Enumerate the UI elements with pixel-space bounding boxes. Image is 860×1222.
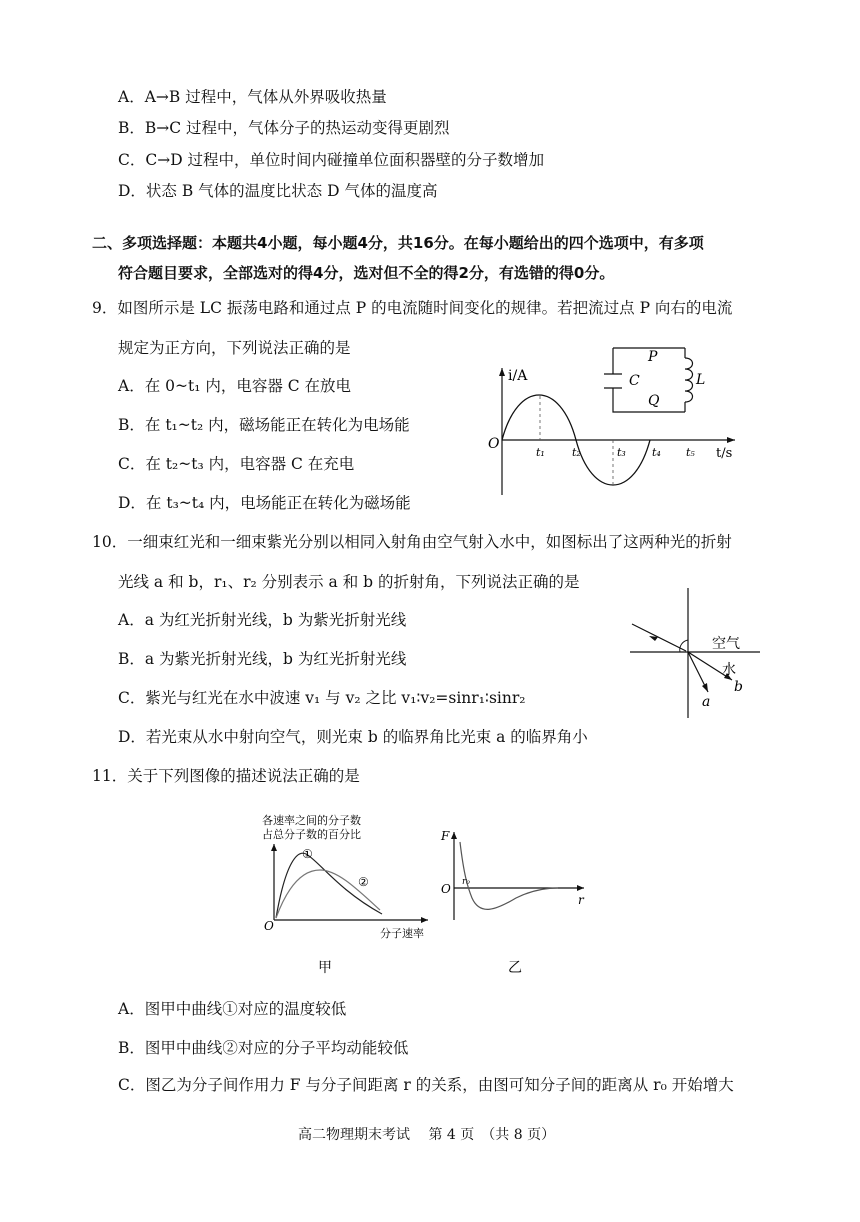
q10-stem-line1: 10．一细束红光和一细束紫光分别以相同入射角由空气射入水中，如图标出了这两种光的折射 (92, 533, 732, 551)
q8-option-d: D．状态 B 气体的温度比状态 D 气体的温度高 (118, 182, 438, 200)
q10-figure (628, 588, 768, 720)
jia-ylabel-line2: 占总分子数的百分比 (262, 828, 361, 841)
q9-option-a: A．在 0~t₁ 内，电容器 C 在放电 (118, 377, 352, 395)
curve-1-label: ① (302, 847, 313, 861)
label-b: b (734, 679, 743, 695)
q8-option-c: C．C→D 过程中，单位时间内碰撞单位面积器壁的分子数增加 (118, 151, 545, 169)
yi-caption: 乙 (508, 960, 522, 976)
label-a: a (702, 694, 711, 710)
label-air: 空气 (712, 636, 740, 652)
label-Q: Q (648, 393, 660, 409)
q10-option-b: B．a 为紫光折射光线，b 为红光折射光线 (118, 650, 407, 668)
q11-stem: 11．关于下列图像的描述说法正确的是 (92, 767, 360, 785)
q9-stem-line1: 9．如图所示是 LC 振荡电路和通过点 P 的电流随时间变化的规律。若把流过点 P 向右的电流 (92, 299, 733, 317)
section2-header-line1: 二、多项选择题：本题共4小题，每小题4分，共16分。在每小题给出的四个选项中，有多项 (92, 234, 704, 252)
tick-t1: t₁ (536, 446, 545, 459)
inductor-coil (685, 358, 693, 402)
q9-option-d: D．在 t₃~t₄ 内，电场能正在转化为磁场能 (118, 494, 411, 512)
page-footer: 高二物理期末考试 第 4 页 （共 8 页） (298, 1127, 556, 1143)
x-axis-label: t/s (716, 446, 733, 461)
q9-option-b: B．在 t₁~t₂ 内，磁场能正在转化为电场能 (118, 416, 410, 434)
q8-option-a: A．A→B 过程中，气体从外界吸收热量 (118, 88, 387, 106)
jia-origin: O (264, 919, 274, 933)
label-C: C (629, 373, 640, 389)
origin-label: O (488, 436, 500, 452)
jia-xlabel: 分子速率 (380, 927, 424, 940)
jia-caption: 甲 (318, 960, 332, 976)
label-L: L (696, 372, 706, 388)
yi-r0: r₀ (462, 877, 470, 887)
yi-xlabel: r (578, 893, 584, 907)
q8-option-b: B．B→C 过程中，气体分子的热运动变得更剧烈 (118, 119, 450, 137)
force-curve (460, 842, 558, 909)
q10-stem-line2: 光线 a 和 b，r₁、r₂ 分别表示 a 和 b 的折射角，下列说法正确的是 (118, 573, 580, 591)
y-axis-label: i/A (508, 368, 528, 384)
incident-ray (632, 624, 686, 651)
q9-option-c: C．在 t₂~t₃ 内，电容器 C 在充电 (118, 455, 355, 473)
q10-option-a: A．a 为红光折射光线，b 为紫光折射光线 (118, 611, 407, 629)
tick-t3: t₃ (617, 446, 626, 459)
tick-t2: t₂ (572, 446, 581, 459)
q11-option-c: C．图乙为分子间作用力 F 与分子间距离 r 的关系，由图可知分子间的距离从 r₀ 开始增大 (118, 1076, 734, 1094)
yi-axis-arrows (451, 832, 584, 891)
yi-origin: O (441, 882, 451, 896)
section2-header-line2: 符合题目要求，全部选对的得4分，选对但不全的得2分，有选错的得0分。 (118, 264, 615, 282)
yi-ylabel: F (441, 829, 450, 843)
label-P: P (648, 349, 658, 365)
yi-axes (454, 832, 584, 920)
q10-option-c: C．紫光与红光在水中波速 v₁ 与 v₂ 之比 v₁∶v₂=sinr₁∶sinr₂ (118, 689, 526, 707)
curve-2-label: ② (358, 875, 369, 889)
label-water: 水 (722, 662, 736, 678)
tick-t5: t₅ (686, 446, 695, 459)
q11-figure-jia (258, 810, 438, 985)
jia-ylabel-line1: 各速率之间的分子数 (262, 814, 361, 827)
q9-figure (480, 340, 750, 500)
q11-figure-yi (436, 820, 596, 985)
q11-option-b: B．图甲中曲线②对应的分子平均动能较低 (118, 1039, 409, 1057)
q11-option-a: A．图甲中曲线①对应的温度较低 (118, 1000, 347, 1018)
q9-stem-line2: 规定为正方向，下列说法正确的是 (118, 339, 351, 357)
tick-t4: t₄ (652, 446, 661, 459)
q10-option-d: D．若光束从水中射向空气，则光束 b 的临界角比光束 a 的临界角小 (118, 728, 588, 746)
